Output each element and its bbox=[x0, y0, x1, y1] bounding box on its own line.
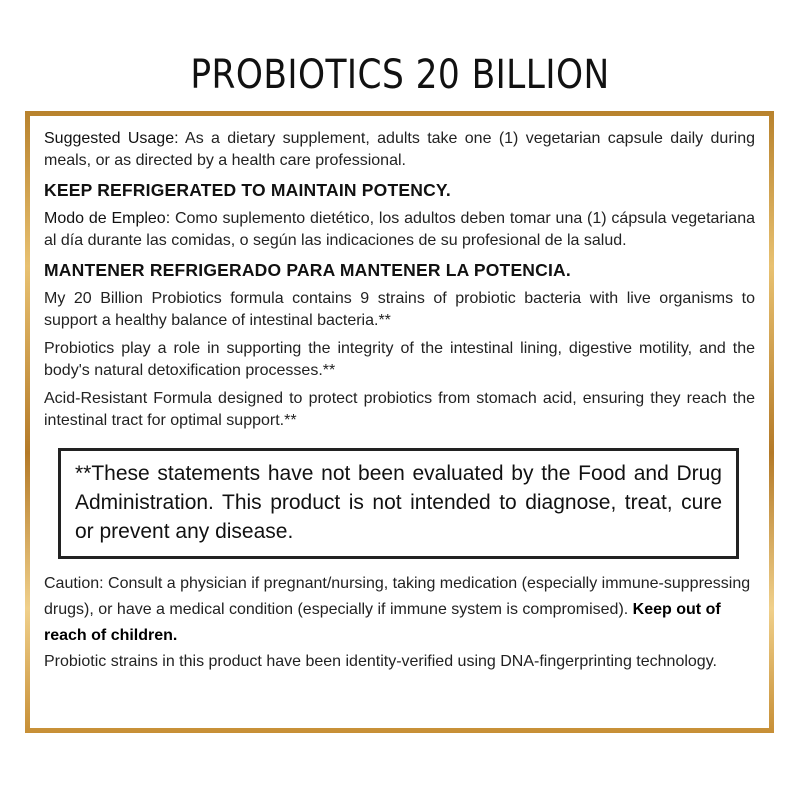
claim-paragraph: Acid-Resistant Formula designed to protect probiotics from stomach acid, ensuring they reach the intestinal tract for optimal support.** bbox=[44, 390, 755, 429]
refrigerate-heading-en: KEEP REFRIGERATED TO MAINTAIN POTENCY. bbox=[44, 180, 451, 200]
label-frame bbox=[25, 111, 774, 733]
children-warning: Keep out of reach of children. bbox=[44, 601, 721, 644]
claim-paragraph: My 20 Billion Probiotics formula contains 9 strains of probiotic bacteria with live organisms to support a healthy balance of intestinal bacteria.** bbox=[44, 290, 755, 329]
fda-disclaimer-box: **These statements have not been evaluated by the Food and Drug Administration. This product is not intended to diagnose, treat, cure or prevent any disease. bbox=[58, 448, 739, 559]
caution-body: Caution: Consult a physician if pregnant/nursing, taking medication (especially immune-suppressing drugs), or have a medical condition (especially if immune system is compromised). bbox=[44, 575, 751, 618]
label-content bbox=[30, 116, 769, 728]
modo-de-empleo-text: Como suplemento dietético, los adultos deben tomar una (1) cápsula vegetariana al día durante las comidas, o según las indicaciones de su profesional de la salud. bbox=[44, 210, 756, 249]
refrigerate-heading-es: MANTENER REFRIGERADO PARA MANTENER LA POTENCIA. bbox=[44, 260, 571, 280]
modo-de-empleo bbox=[44, 208, 755, 252]
dna-verification-note: Probiotic strains in this product have been identity-verified using DNA-fingerprinting technology. bbox=[44, 653, 717, 670]
claim-paragraph: Probiotics play a role in supporting the integrity of the intestinal lining, digestive motility, and the body's natural detoxification processes.** bbox=[44, 340, 755, 379]
page-title: PROBIOTICS 20 BILLION bbox=[190, 52, 610, 98]
suggested-usage-text: As a dietary supplement, adults take one (1) vegetarian capsule daily during meals, or as directed by a health care professional. bbox=[44, 130, 756, 169]
suggested-usage bbox=[44, 128, 755, 172]
modo-de-empleo-label: Modo de Empleo: bbox=[44, 210, 171, 227]
suggested-usage-label: Suggested Usage: bbox=[44, 130, 179, 147]
caution-text bbox=[44, 571, 755, 649]
